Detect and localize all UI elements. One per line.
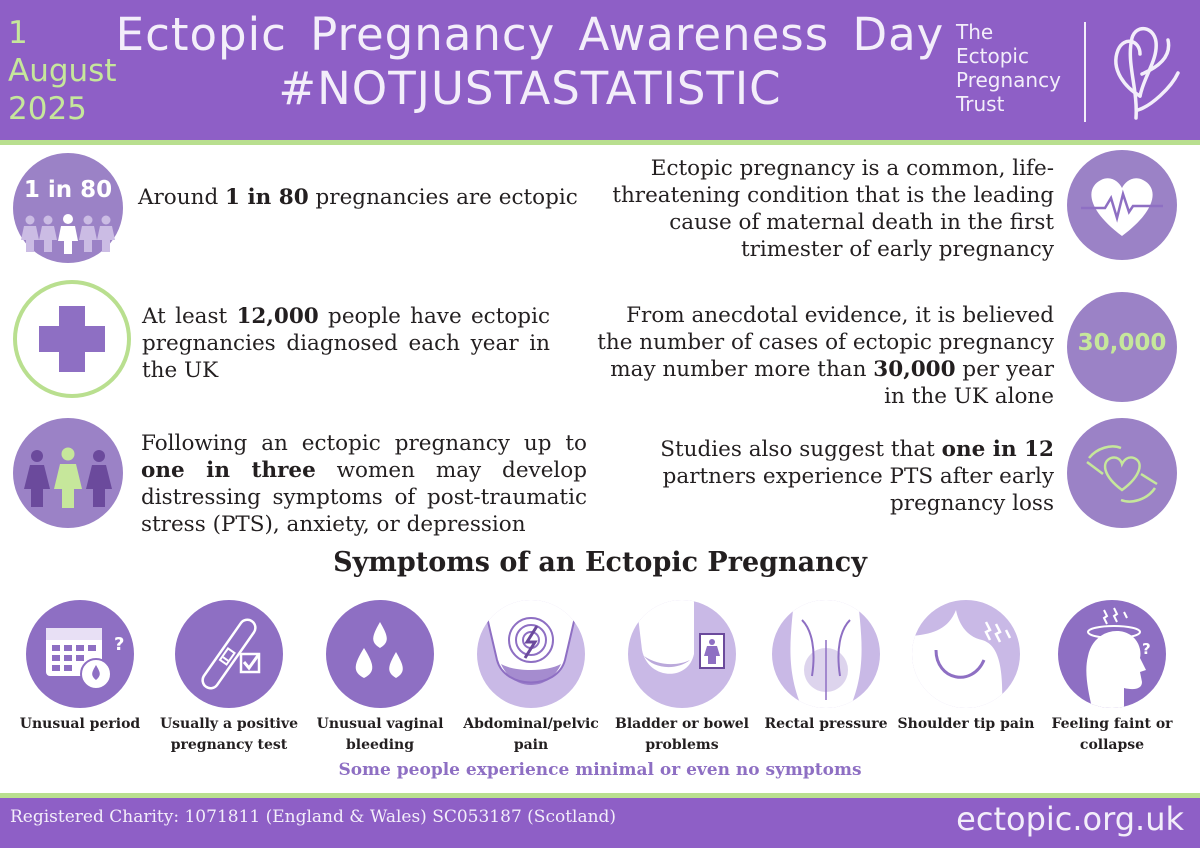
- stat-text-4: Ectopic pregnancy is a common, life-threatening condition that is the leading cause of maternal death in the first trimester of early pregnancy: [612, 156, 1054, 262]
- pregnancy-test-icon: [175, 600, 283, 708]
- heartbeat-icon: [1067, 150, 1177, 260]
- stat-badge-number: 1 in 80: [23, 177, 113, 203]
- svg-text:?: ?: [1142, 640, 1151, 658]
- hands-heart-icon: [1067, 418, 1177, 528]
- toilet-icon: [628, 600, 736, 708]
- stat-text-pre: Studies also suggest that: [660, 437, 942, 462]
- hashtag: #NOTJUSTASTATISTIC: [278, 62, 782, 115]
- symptom-label: Usually a positive pregnancy test: [159, 716, 299, 753]
- calendar-graphic: [26, 600, 134, 708]
- stat-1-in-80-badge: [13, 153, 123, 263]
- org-divider: [1084, 22, 1086, 122]
- people-icon: [13, 153, 123, 263]
- symptom-label: Shoulder tip pain: [897, 716, 1035, 732]
- back-graphic: [772, 600, 880, 708]
- toilet-graphic: [628, 600, 736, 708]
- drops-graphic: [326, 600, 434, 708]
- svg-text:?: ?: [114, 634, 125, 655]
- stat-text-6: [620, 436, 1054, 517]
- symptom-label: Abdominal/pelvic pain: [463, 716, 599, 753]
- website-link[interactable]: ectopic.org.uk: [956, 800, 1184, 838]
- caring-hands-badge: [1067, 418, 1177, 528]
- stat-text-5: [594, 302, 1054, 410]
- stat-text-2: [142, 303, 550, 384]
- org-name: [956, 20, 1086, 116]
- stat-text-bold: 1 in 80: [225, 185, 309, 210]
- stat-30000-badge: [1067, 292, 1177, 402]
- symptoms-note: Some people experience minimal or even no symptoms: [338, 760, 862, 780]
- women-badge: [13, 418, 123, 528]
- calendar-icon: [26, 600, 134, 708]
- stat-text-3: [141, 430, 587, 538]
- stat-text-post: pregnancies are ectopic: [308, 185, 578, 210]
- symptom-label: Bladder or bowel problems: [615, 716, 749, 753]
- org-name-line: The: [956, 20, 994, 44]
- blood-drops-icon: [326, 600, 434, 708]
- stat-text-bold: 12,000: [236, 304, 319, 329]
- shoulder-graphic: [912, 600, 1020, 708]
- pelvis-graphic: [477, 600, 585, 708]
- charity-number: Registered Charity: 1071811 (England & Wales) SC053187 (Scotland): [10, 807, 617, 827]
- org-name-line: Pregnancy: [956, 68, 1061, 92]
- event-date: 1 August 2025: [8, 15, 117, 127]
- page-title: Ectopic Pregnancy Awareness Day: [115, 8, 945, 61]
- stat-text-post: per year in the UK alone: [884, 357, 1054, 409]
- heartbeat-badge: [1067, 150, 1177, 260]
- stat-text-pre: At least: [142, 304, 237, 329]
- symptom-label: Unusual vaginal bleeding: [316, 716, 444, 753]
- stat-text-pre: Following an ectopic pregnancy up to: [141, 431, 587, 456]
- stat-text-bold: 30,000: [873, 357, 956, 382]
- stat-text-bold: one in three: [141, 458, 316, 483]
- symptoms-heading: Symptoms of an Ectopic Pregnancy: [333, 547, 867, 578]
- head-graphic: [1058, 600, 1166, 708]
- stat-text-pre: From anecdotal evidence, it is believed the number of cases of ectopic pregnancy may number more than: [597, 303, 1054, 382]
- stat-text-1: [138, 184, 588, 211]
- pregnancy-test-graphic: [175, 600, 283, 708]
- trust-logo-icon: [1096, 18, 1186, 126]
- org-name-line: Ectopic: [956, 44, 1029, 68]
- symptom-label: Rectal pressure: [764, 716, 888, 732]
- stat-text-pre: Around: [138, 185, 226, 210]
- stat-text-post: partners experience PTS after early pregnancy loss: [662, 464, 1054, 516]
- stat-badge-number: 30,000: [1077, 330, 1167, 356]
- dizzy-head-icon: [1058, 600, 1166, 708]
- pelvic-pain-icon: [477, 600, 585, 708]
- org-name-line: Trust: [956, 92, 1005, 116]
- header-divider: [0, 140, 1200, 145]
- medical-cross-badge: [13, 280, 131, 398]
- stat-text-post: women may develop distressing symptoms of post-traumatic stress (PTS), anxiety, or depression: [141, 458, 587, 537]
- symptom-label: Unusual period: [19, 716, 141, 732]
- women-group-icon: [13, 418, 123, 528]
- back-pressure-icon: [772, 600, 880, 708]
- stat-text-bold: one in 12: [941, 437, 1054, 462]
- symptom-label: Feeling faint or collapse: [1051, 716, 1173, 753]
- stat-text-post: people have ectopic pregnancies diagnosed each year in the UK: [142, 304, 550, 383]
- medical-cross-icon: [17, 284, 127, 394]
- shoulder-pain-icon: [912, 600, 1020, 708]
